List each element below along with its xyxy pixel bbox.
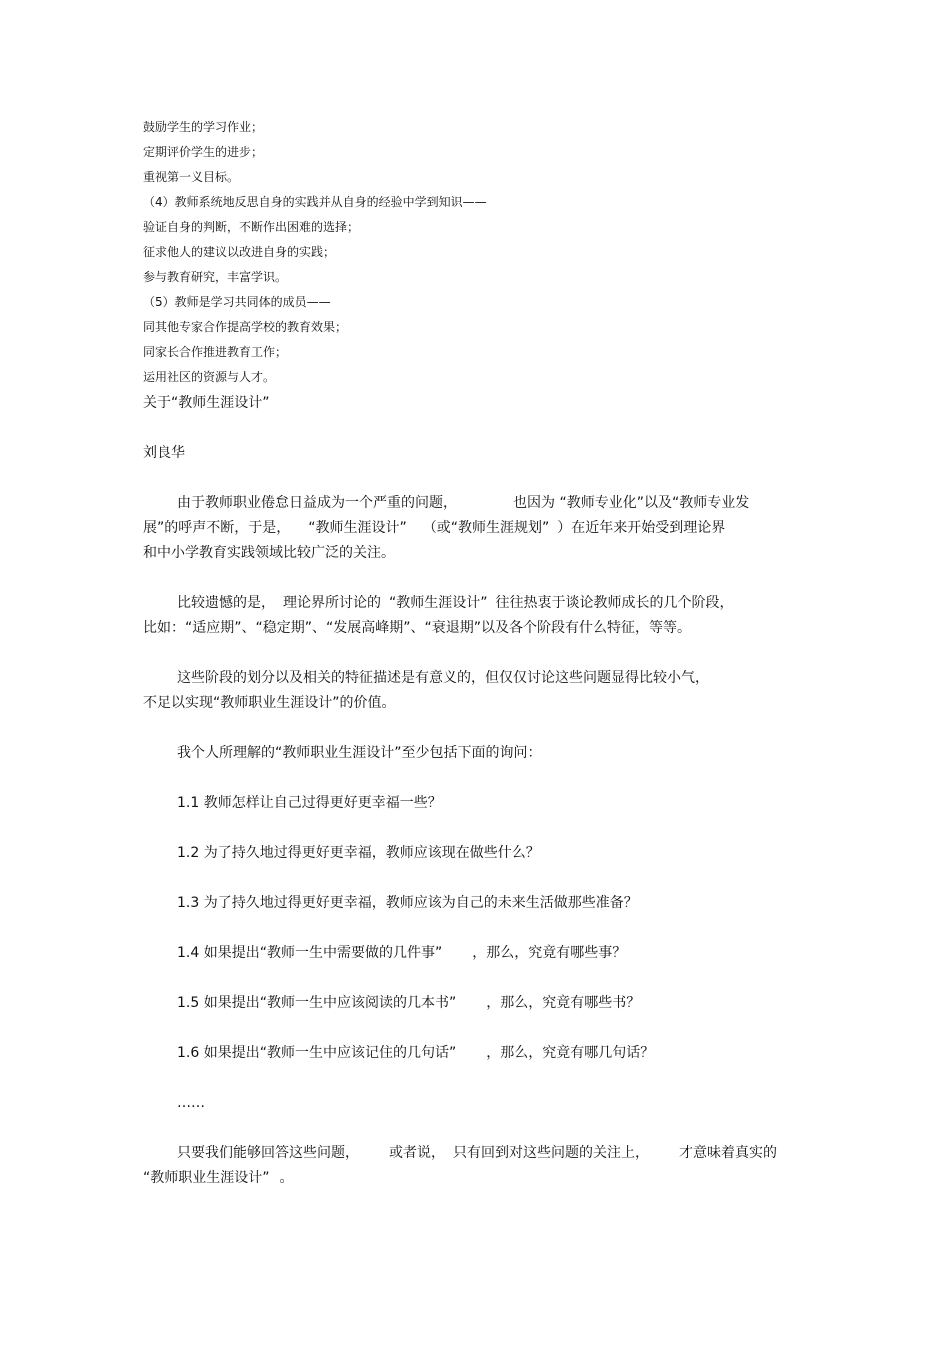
paragraph-5-line-1 [177,1146,777,1160]
text-run: ，那么，究竟有哪些事？ [472,945,627,961]
text-run: 只有回到对这些问题的关注上， [453,1145,649,1161]
text-run: 1.5 如果提出“教师一生中应该阅读的几本书” [177,995,457,1011]
list-item: 参与教育研究，丰富学识。 [143,270,288,284]
text-run: 理论界所讨论的 [283,595,381,611]
question-item: 1.2 为了持久地过得更好更幸福，教师应该现在做些什么？ [177,845,540,861]
article-title: 关于“教师生涯设计” [143,395,270,411]
paragraph-1-line-3: 和中小学教育实践领域比较广泛的关注。 [143,545,395,561]
paragraph-1-line-2 [143,521,725,535]
list-item: 征求他人的建议以改进自身的实践； [143,245,336,259]
list-item: 重视第一义目标。 [143,170,240,184]
list-item: 定期评价学生的进步； [143,145,264,159]
text-run: “教师职业生涯设计” [143,1170,270,1186]
paragraph-2-line-1 [177,596,734,610]
question-item: 1.3 为了持久地过得更好更幸福，教师应该为自己的未来生活做那些准备？ [177,895,638,911]
text-run: ，那么，究竟有哪些书？ [486,995,641,1011]
paragraph-2-line-2: 比如：“适应期”、“稳定期”、“发展高峰期”、“衰退期”以及各个阶段有什么特征，等等。 [143,620,692,636]
paragraph-4: 我个人所理解的“教师职业生涯设计”至少包括下面的询问： [177,745,542,761]
text-run: 1.6 如果提出“教师一生中应该记住的几句话” [177,1045,457,1061]
text-run: 只要我们能够回答这些问题， [177,1145,359,1161]
paragraph-3-line-2: 不足以实现“教师职业生涯设计”的价值。 [143,695,396,711]
paragraph-3-line-1: 这些阶段的划分以及相关的特征描述是有意义的，但仅仅讨论这些问题显得比较小气， [177,670,709,686]
text-run: 往往热衷于谈论教师成长的几个阶段， [495,595,734,611]
text-run: “教师生涯设计” [389,595,488,611]
article-author: 刘良华 [143,445,185,461]
text-run: （或“教师生涯规划” [422,520,550,536]
question-item [177,1046,654,1060]
list-item: 鼓励学生的学习作业； [143,120,264,134]
text-run: ）在近年来开始受到理论界 [557,520,726,536]
text-run: 也因为 “教师专业化”以及“教师专业发 [513,495,750,511]
text-run: ，那么，究竟有哪几句话？ [486,1045,655,1061]
text-run: “教师生涯设计” [308,520,407,536]
question-item [177,946,626,960]
text-run: 展”的呼声不断，于是， [143,520,291,536]
question-item: 1.1 教师怎样让自己过得更好更幸福一些？ [177,795,442,811]
list-item: 同家长合作推进教育工作； [143,345,288,359]
list-heading: （4）教师系统地反思自身的实践并从自身的经验中学到知识—— [143,195,487,209]
text-run: 由于教师职业倦怠日益成为一个严重的问题， [177,495,457,511]
text-run: 或者说， [389,1145,445,1161]
question-item [177,996,640,1010]
text-run: 1.4 如果提出“教师一生中需要做的几件事” [177,945,443,961]
text-run: 。 [279,1170,294,1186]
list-item: 同其他专家合作提高学校的教育效果； [143,320,348,334]
ellipsis: …… [177,1095,205,1111]
paragraph-1-line-1 [177,496,749,510]
list-item: 验证自身的判断，不断作出困难的选择； [143,220,360,234]
text-run: 才意味着真实的 [679,1145,777,1161]
text-run: 比较遗憾的是， [177,595,275,611]
list-item: 运用社区的资源与人才。 [143,370,276,384]
list-heading: （5）教师是学习共同体的成员—— [143,295,331,309]
paragraph-5-line-2 [143,1171,294,1185]
